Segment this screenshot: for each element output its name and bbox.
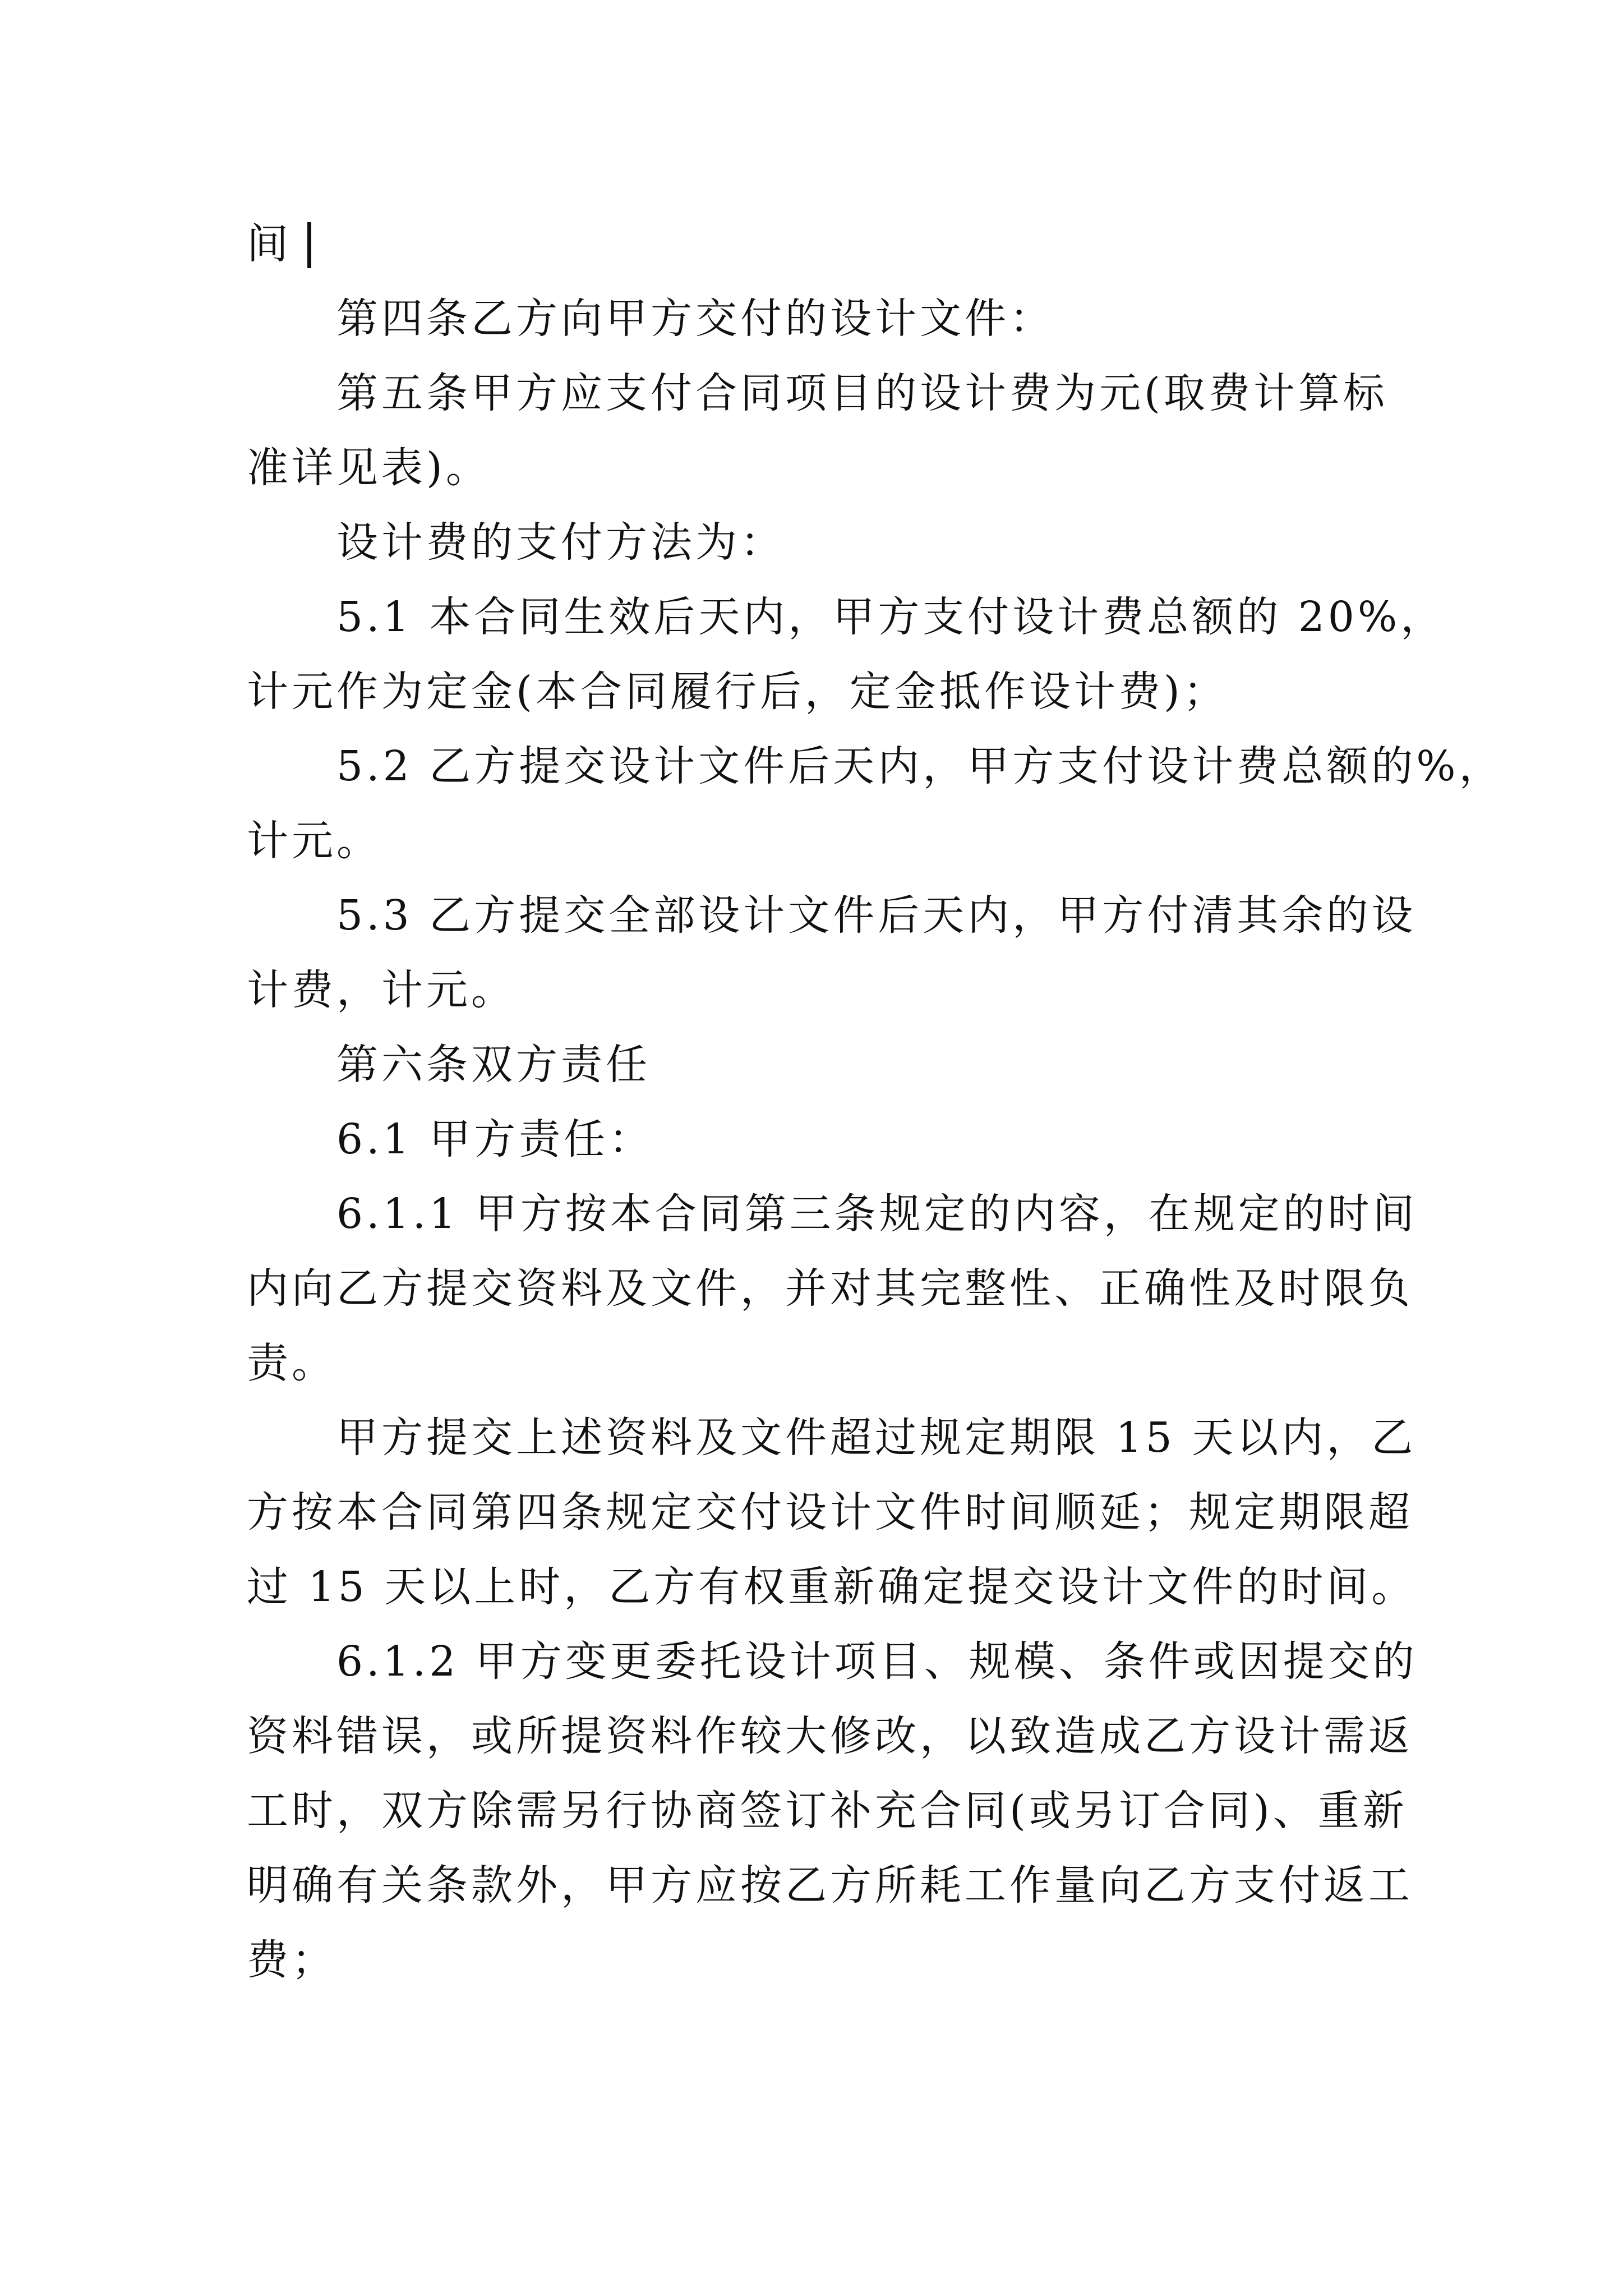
article-5-line-1: 第五条甲方应支付合同项目的设计费为元(取费计算标 <box>336 369 1388 417</box>
clause-5-3-line-2: 计费，计元。 <box>247 966 516 1014</box>
clause-6-1-heading: 6.1 甲方责任： <box>336 1115 654 1163</box>
article-4-heading: 第四条乙方向甲方交付的设计文件： <box>336 295 1054 343</box>
clause-6-1-2-line-4: 明确有关条款外，甲方应按乙方所耗工作量向乙方支付返工 <box>247 1861 1413 1910</box>
clause-5-2-line-1: 5.2 乙方提交设计文件后天内，甲方支付设计费总额的%， <box>336 742 1504 790</box>
clause-6-1-1-line-2: 内向乙方提交资料及文件，并对其完整性、正确性及时限负 <box>247 1264 1413 1313</box>
deadline-paragraph-line-2: 方按本合同第四条规定交付设计文件时间顺延；规定期限超 <box>247 1488 1413 1536</box>
deadline-paragraph-line-3: 过 15 天以上时，乙方有权重新确定提交设计文件的时间。 <box>247 1563 1417 1611</box>
text-line: 间 <box>247 220 292 268</box>
deadline-paragraph-line-1: 甲方提交上述资料及文件超过规定期限 15 天以内，乙 <box>336 1414 1417 1462</box>
clause-6-1-1-line-3: 责。 <box>247 1339 336 1387</box>
clause-6-1-2-line-3: 工时，双方除需另行协商签订补充合同(或另订合同)、重新 <box>247 1787 1408 1835</box>
clause-6-1-1-line-1: 6.1.1 甲方按本合同第三条规定的内容，在规定的时间 <box>336 1190 1418 1238</box>
clause-5-1-line-2: 计元作为定金(本合同履行后，定金抵作设计费)； <box>247 668 1228 716</box>
clause-5-3-line-1: 5.3 乙方提交全部设计文件后天内，甲方付清其余的设 <box>336 891 1417 940</box>
clause-5-1-line-1: 5.1 本合同生效后天内，甲方支付设计费总额的 20%， <box>336 593 1446 641</box>
clause-6-1-2-line-2: 资料错误，或所提资料作较大修改，以致造成乙方设计需返 <box>247 1712 1413 1760</box>
payment-method-heading: 设计费的支付方法为： <box>336 518 785 567</box>
article-6-heading: 第六条双方责任 <box>336 1041 651 1089</box>
line-continuation <box>247 213 1469 275</box>
text-cursor <box>307 222 311 268</box>
clause-5-2-line-2: 计元。 <box>247 817 381 865</box>
clause-6-1-2-line-5: 费； <box>247 1936 336 1984</box>
article-5-line-2: 准详见表)。 <box>247 444 491 492</box>
clause-6-1-2-line-1: 6.1.2 甲方变更委托设计项目、规模、条件或因提交的 <box>336 1637 1418 1686</box>
